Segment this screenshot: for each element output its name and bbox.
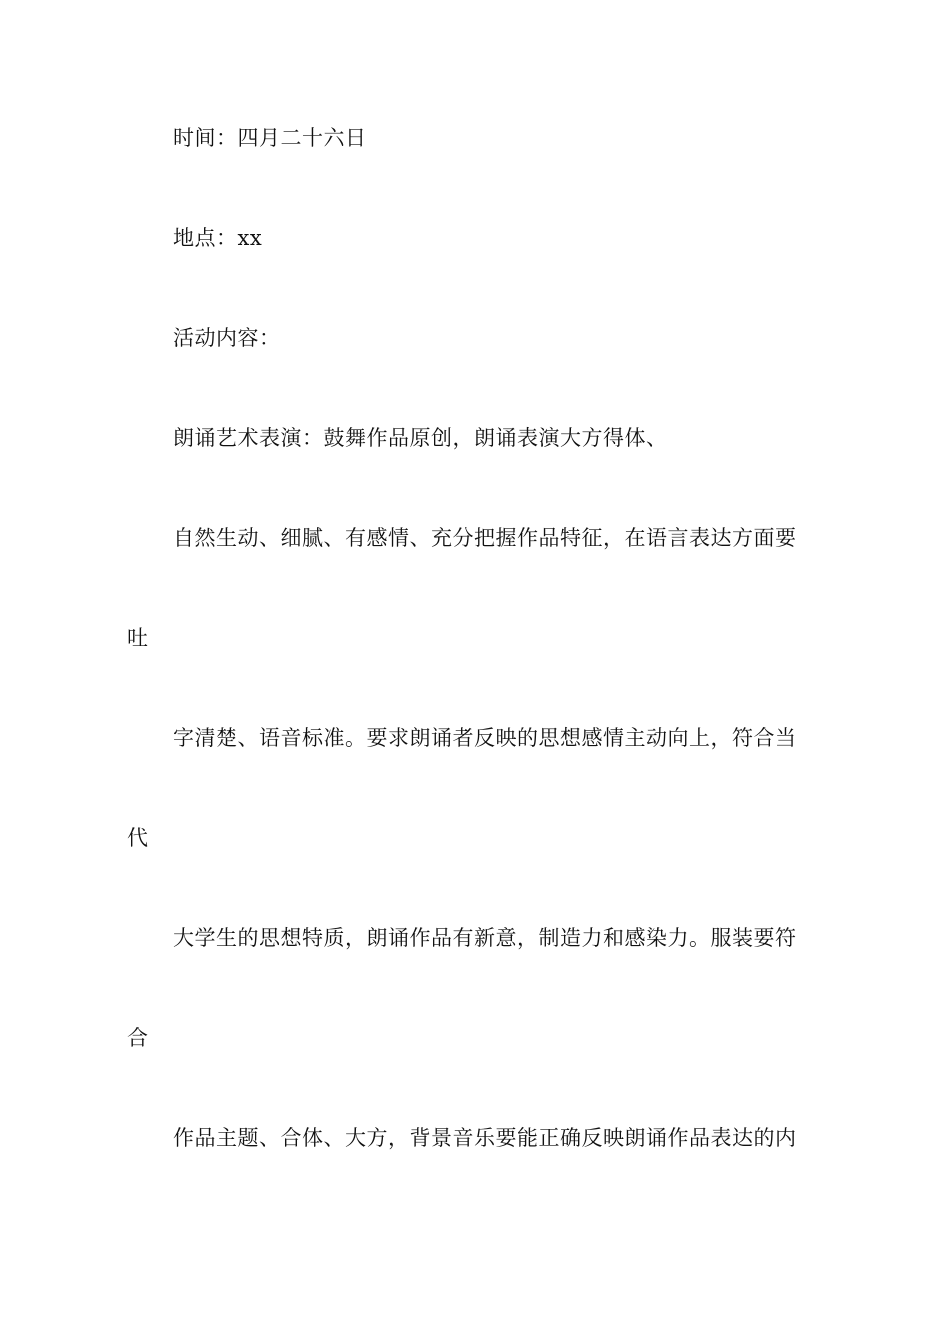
paragraph-line: 字清楚、语音标准。要求朗诵者反映的思想感情主动向上，符合当: [173, 726, 797, 750]
paragraph-line: 大学生的思想特质，朗诵作品有新意，制造力和感染力。服装要符: [173, 926, 797, 950]
paragraph-line: 作品主题、合体、大方，背景音乐要能正确反映朗诵作品表达的内: [173, 1126, 797, 1150]
paragraph-line: 自然生动、细腻、有感情、充分把握作品特征，在语言表达方面要: [173, 526, 797, 550]
paragraph-line: 合: [127, 1026, 149, 1050]
time-line: 时间：四月二十六日: [173, 126, 367, 150]
location-line: 地点：xx: [173, 226, 263, 250]
activity-heading: 活动内容：: [173, 326, 281, 350]
paragraph-line: 吐: [127, 626, 149, 650]
paragraph-line: 代: [127, 826, 149, 850]
paragraph-line: 朗诵艺术表演：鼓舞作品原创，朗诵表演大方得体、: [173, 426, 668, 450]
